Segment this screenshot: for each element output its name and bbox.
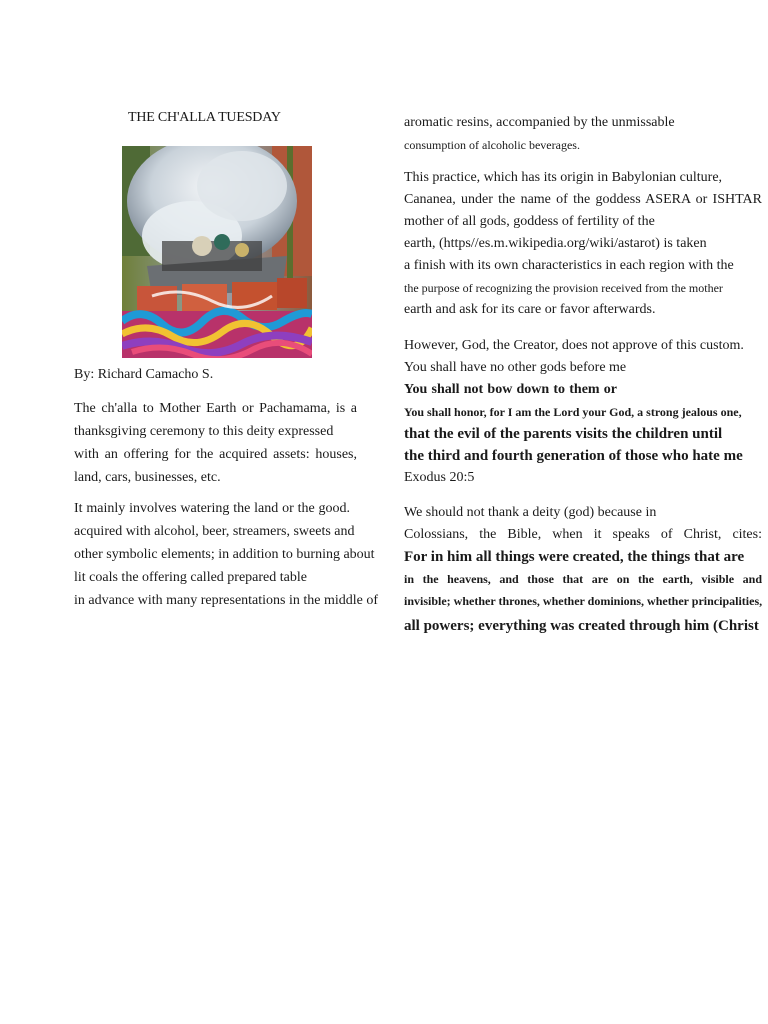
text-line: You shall have no other gods before me: [404, 360, 627, 375]
text-line: in the heavens, and those that are on the earth, visible and: [404, 572, 762, 586]
text-line: lit coals the offering called prepared table: [74, 570, 307, 585]
text-line: We should not thank a deity (god) because in: [404, 505, 657, 520]
text-line: thanksgiving ceremony to this deity expressed: [74, 424, 334, 439]
text-line: You shall honor, for I am the Lord your God, a strong jealous one,: [404, 405, 742, 419]
text-line: Exodus 20:5: [404, 470, 475, 485]
document-title: THE CH'ALLA TUESDAY: [128, 110, 281, 125]
text-line: For in him all things were created, the things that are: [404, 549, 745, 565]
text-line: consumption of alcoholic beverages.: [404, 138, 580, 152]
right-block-4: [404, 502, 762, 637]
text-line: The ch'alla to Mother Earth or Pachamama, is a: [74, 401, 357, 416]
text-line: all powers; everything was created through him (Christ: [404, 618, 759, 634]
right-block-3: [404, 335, 762, 489]
text-line: other symbolic elements; in addition to burning about: [74, 547, 375, 562]
left-paragraph-1: [74, 397, 357, 489]
text-line: mother of all gods, goddess of fertility of the: [404, 214, 655, 229]
text-line: Colossians, the Bible, when it speaks of Christ, cites:: [404, 527, 762, 542]
byline: By: Richard Camacho S.: [74, 367, 214, 382]
text-line: the purpose of recognizing the provision received from the mother: [404, 281, 723, 295]
text-line: with an offering for the acquired assets: houses,: [74, 447, 357, 462]
text-line: the third and fourth generation of those who hate me: [404, 448, 743, 464]
text-line: This practice, which has its origin in Babylonian culture,: [404, 170, 723, 185]
text-line: earth and ask for its care or favor afterwards.: [404, 302, 656, 317]
text-line: a finish with its own characteristics in each region with the: [404, 258, 734, 273]
ritual-offering-photo: [122, 146, 312, 358]
text-line: However, God, the Creator, does not approve of this custom.: [404, 338, 744, 353]
text-line: Cananea, under the name of the goddess ASERA or ISHTAR: [404, 192, 762, 207]
right-block-2: [404, 167, 762, 321]
offering-illustration: [122, 146, 312, 358]
text-line: It mainly involves watering the land or the good.: [74, 501, 350, 516]
text-line: aromatic resins, accompanied by the unmissable: [404, 115, 675, 130]
right-block-1: [404, 112, 762, 156]
text-line: in advance with many representations in the middle of: [74, 593, 379, 608]
text-line: You shall not bow down to them or: [404, 382, 617, 397]
left-paragraph-2: [74, 497, 379, 612]
text-line: invisible; whether thrones, whether dominions, whether principalities,: [404, 594, 763, 608]
text-line: earth, (https//es.m.wikipedia.org/wiki/astarot) is taken: [404, 236, 707, 251]
text-line: land, cars, businesses, etc.: [74, 470, 221, 485]
text-line: that the evil of the parents visits the children until: [404, 426, 723, 442]
text-line: acquired with alcohol, beer, streamers, sweets and: [74, 524, 355, 539]
